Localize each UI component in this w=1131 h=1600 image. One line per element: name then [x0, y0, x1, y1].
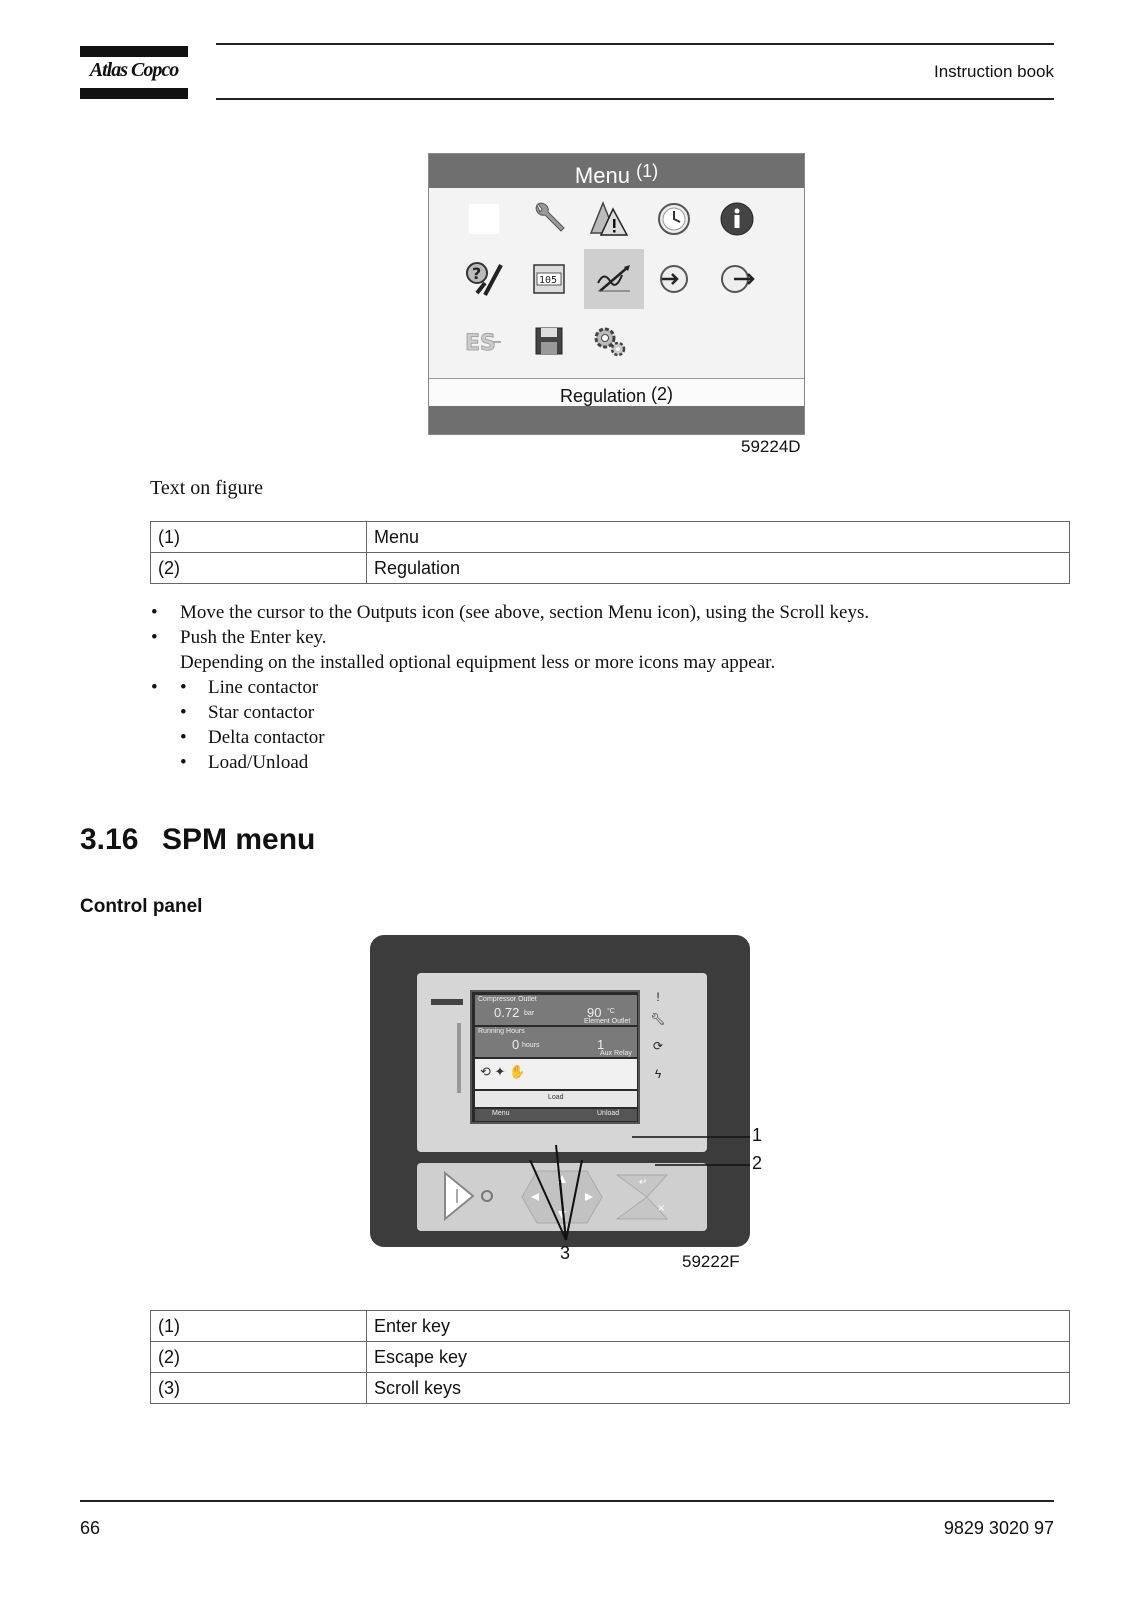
- section-title: [80, 823, 315, 857]
- table-row: [151, 1373, 1070, 1404]
- help-check-icon[interactable]: [459, 254, 509, 304]
- menu-title-ref: (1): [636, 161, 659, 181]
- screen-unit-hours: hours: [522, 1042, 540, 1049]
- voltage-icon: ϟ: [654, 1067, 662, 1081]
- table-cell-key: (2): [151, 553, 367, 584]
- table-cell-value: Escape key: [367, 1342, 1070, 1373]
- list-note: [150, 650, 869, 675]
- info-icon[interactable]: [712, 194, 762, 244]
- table-cell-key: (1): [151, 1311, 367, 1342]
- table-row: [151, 522, 1070, 553]
- table-row: [151, 1342, 1070, 1373]
- table-cell-value: Menu: [367, 522, 1070, 553]
- svg-text:105: 105: [539, 275, 558, 286]
- screen-label-aux: Aux Relay: [600, 1050, 632, 1057]
- logo-bar-bottom: [80, 88, 188, 99]
- svg-text:↵: ↵: [639, 1177, 648, 1188]
- screen-state-text: Load: [548, 1094, 564, 1101]
- menu-bottom-bar: [429, 406, 804, 434]
- save-icon[interactable]: [524, 316, 574, 366]
- logo-bar-top: [80, 46, 188, 57]
- screen-label-outlet: Compressor Outlet: [478, 996, 537, 1003]
- list-item: • • Line contactor: [151, 677, 319, 698]
- settings-icon[interactable]: [584, 316, 634, 366]
- callout-3: 3: [560, 1243, 571, 1263]
- list-item: • Push the Enter key.: [151, 627, 327, 648]
- document-type: Instruction book: [933, 62, 1054, 81]
- svg-text:ES: ES: [465, 331, 496, 356]
- wrench-icon[interactable]: [524, 194, 574, 244]
- table-cell-value: Enter key: [367, 1311, 1070, 1342]
- list-item: • Star contactor: [180, 702, 315, 723]
- input-icon[interactable]: [649, 254, 699, 304]
- output-icon[interactable]: [712, 254, 762, 304]
- section-title-text: SPM menu: [162, 823, 316, 856]
- document-number: 9829 3020 97: [943, 1518, 1054, 1538]
- figure-caption: Text on figure: [150, 477, 264, 499]
- svg-text:×: ×: [657, 1203, 666, 1214]
- alarm-icon: !: [656, 990, 660, 1004]
- sub-list-item-text: Load/Unload: [208, 752, 309, 773]
- table-cell-value: Scroll keys: [367, 1373, 1070, 1404]
- auto-restart-icon: ⟳: [652, 1039, 664, 1053]
- selected-item-ref: (2): [651, 384, 674, 404]
- callout-lines: [370, 935, 790, 1265]
- sub-list-item-text: Star contactor: [208, 702, 315, 723]
- table-cell-value: Regulation: [367, 553, 1070, 584]
- control-panel-legend-table: [150, 1310, 1070, 1404]
- screen-value-aux: 1: [597, 1037, 605, 1052]
- screen-status-icons: ⟲ ✦ ✋: [480, 1064, 526, 1079]
- softkey-menu-label: Menu: [492, 1110, 510, 1117]
- svg-text:?: ?: [472, 264, 482, 283]
- service-wrench-icon: 🔧︎: [650, 1012, 666, 1026]
- selected-item-bar: [429, 378, 804, 408]
- table-cell-key: (3): [151, 1373, 367, 1404]
- section-number: 3.16: [80, 823, 139, 856]
- table-row: [151, 1311, 1070, 1342]
- table-row: [151, 553, 1070, 584]
- callout-2: 2: [752, 1153, 763, 1173]
- subheading: Control panel: [80, 896, 203, 917]
- callout-1: 1: [752, 1125, 763, 1145]
- footer-rule: [80, 1500, 1054, 1502]
- sub-list-item-text: Line contactor: [208, 677, 319, 698]
- es-icon[interactable]: [459, 316, 509, 366]
- clock-icon[interactable]: [649, 194, 699, 244]
- screen-unit-bar: bar: [524, 1010, 535, 1017]
- menu-title: Menu: [574, 163, 630, 188]
- figure1-legend-table: [150, 521, 1070, 584]
- list-item: • Move the cursor to the Outputs icon (see above, section Menu icon), using the Scroll keys.: [151, 602, 870, 623]
- table-cell-key: (1): [151, 522, 367, 553]
- blank-icon[interactable]: [459, 194, 509, 244]
- screen-label-hours: Running Hours: [478, 1028, 525, 1035]
- list-note-text: Depending on the installed optional equipment less or more icons may appear.: [180, 652, 776, 673]
- page-number: 66: [80, 1518, 101, 1538]
- header-rule-top: [216, 43, 1054, 45]
- figure2-code: 59222F: [682, 1252, 740, 1271]
- screen-value-pressure: 0.72: [494, 1005, 520, 1020]
- sub-list-item-text: Delta contactor: [208, 727, 325, 748]
- logo-text: Atlas Copco: [89, 59, 179, 81]
- figure1-code: 59224D: [741, 437, 801, 456]
- list-item-text: Push the Enter key.: [180, 627, 327, 648]
- counter-icon[interactable]: [524, 254, 574, 304]
- screen-label-element: Element Outlet: [584, 1018, 631, 1025]
- menu-icon-grid: [429, 194, 804, 378]
- company-logo: [80, 46, 188, 100]
- softkey-unload-label: Unload: [597, 1110, 620, 1117]
- menu-title-bar: [429, 154, 804, 188]
- list-item-text: Move the cursor to the Outputs icon (see above, section Menu icon), using the Scroll keys.: [180, 602, 870, 623]
- list-item: • Load/Unload: [180, 752, 309, 773]
- regulation-icon[interactable]: [584, 249, 644, 309]
- selected-item-label: Regulation: [559, 386, 647, 406]
- warning-icon[interactable]: [584, 194, 634, 244]
- screen-unit-temp: °C: [607, 1008, 615, 1015]
- screen-value-hours: 0: [512, 1037, 520, 1052]
- header-rule-bottom: [216, 98, 1054, 100]
- menu-screen-figure: [428, 153, 805, 435]
- table-cell-key: (2): [151, 1342, 367, 1373]
- screen-value-temp: 90: [587, 1005, 602, 1020]
- instruction-list: [150, 600, 869, 775]
- list-item: • Delta contactor: [180, 727, 325, 748]
